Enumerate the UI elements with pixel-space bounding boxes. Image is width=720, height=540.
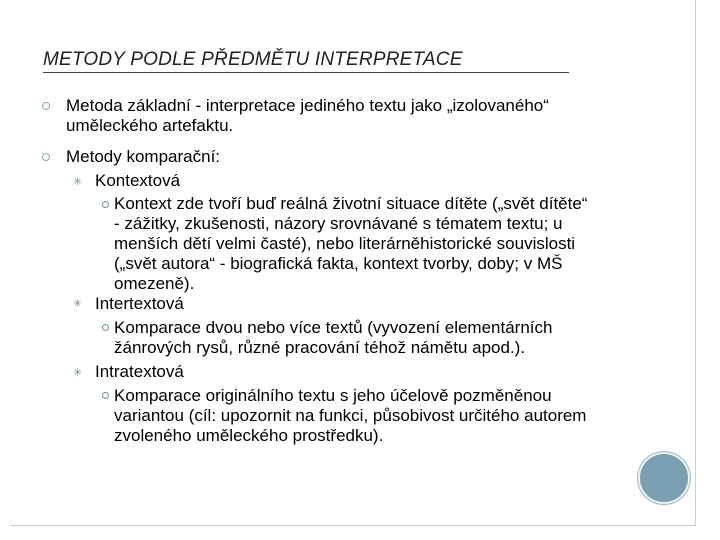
sub-sub-bullet-icon bbox=[102, 324, 109, 331]
sub-1-detail-4: („svět autora“ - biografická fakta, kontext tvorby, doby; v MŠ bbox=[114, 254, 563, 273]
sub-3-detail-3: zvoleného uměleckého prostředku). bbox=[114, 426, 384, 445]
sub-2-detail-1: Komparace dvou nebo více textů (vyvození elementárních bbox=[114, 318, 553, 337]
bullet-1-line-1: Metoda základní - interpretace jediného textu jako „izolovaného“ bbox=[66, 96, 549, 115]
sub-3-detail-2: variantou (cíl: upozornit na funkci, působivost určitého autorem bbox=[114, 406, 587, 425]
bullet-circle-icon bbox=[42, 102, 50, 110]
bullet-2-line-1: Metody komparační: bbox=[66, 147, 221, 166]
sub-2-label: Intertextová bbox=[95, 294, 184, 313]
decorative-circle bbox=[638, 452, 690, 504]
sub-1-detail-5: omezeně). bbox=[114, 274, 195, 293]
slide-title: METODY PODLE PŘEDMĚTU INTERPRETACE bbox=[43, 49, 463, 70]
bullet-1-line-2: uměleckého artefaktu. bbox=[66, 116, 234, 135]
sub-sub-bullet-icon bbox=[102, 201, 109, 208]
sub-3-label: Intratextová bbox=[95, 362, 184, 381]
sub-2-detail-2: žánrových rysů, různé pracování téhož námětu apod.). bbox=[114, 338, 526, 357]
title-underline bbox=[43, 72, 569, 73]
sub-3-detail-1: Komparace originálního textu s jeho účelově pozměněnou bbox=[114, 386, 552, 405]
sub-sub-bullet-icon bbox=[102, 392, 109, 399]
sub-bullet-icon: ✳ bbox=[73, 367, 83, 379]
sub-1-detail-1: Kontext zde tvoří buď reálná životní situace dítěte („svět dítěte“ bbox=[114, 194, 588, 213]
sub-1-label: Kontextová bbox=[95, 171, 181, 190]
bullet-circle-icon bbox=[42, 153, 50, 161]
sub-bullet-icon: ✳ bbox=[73, 298, 83, 310]
sub-bullet-icon: ✳ bbox=[73, 176, 83, 188]
sub-1-detail-2: - zážitky, zkušenosti, názory srovnávané s tématem textu; u bbox=[114, 214, 563, 233]
sub-1-detail-3: menších dětí velmi časté), nebo literárněhistorické souvislosti bbox=[114, 234, 576, 253]
